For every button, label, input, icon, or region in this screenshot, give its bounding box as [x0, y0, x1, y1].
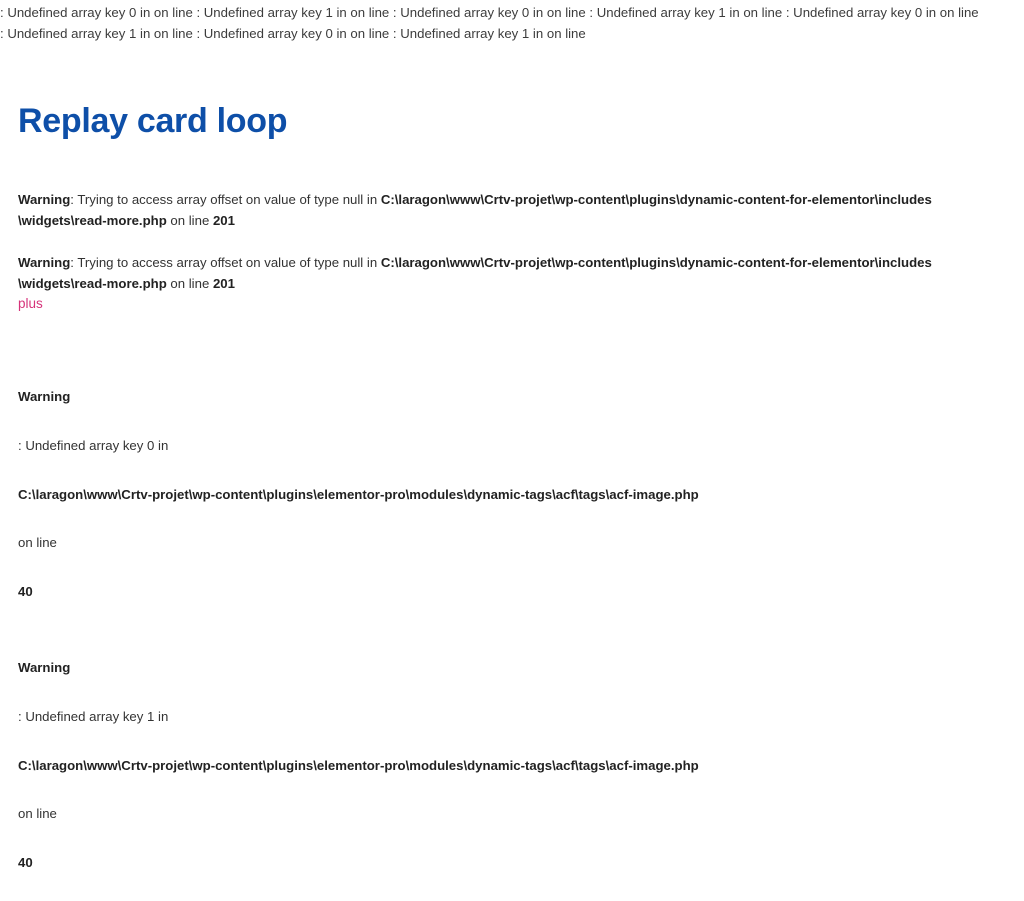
warning-on-line: on line: [18, 535, 57, 550]
php-notice-banner: [0, 2, 1024, 44]
warning-path: C:\laragon\www\Crtv-projet\wp-content\plugins\dynamic-content-for-elementor\includes: [380, 255, 932, 270]
php-warning: [18, 189, 1018, 231]
warning-path: C:\laragon\www\Crtv-projet\wp-content\plugins\dynamic-content-for-elementor\includes: [380, 192, 932, 207]
warning-label: Warning: [18, 660, 71, 675]
warning-line-number: 201: [212, 276, 235, 291]
page-title: Replay card loop: [18, 102, 288, 140]
warning-message: : Undefined array key 0 in: [18, 438, 169, 453]
warning-line-number: 40: [18, 584, 33, 599]
warning-message: : Undefined array key 1 in: [18, 709, 169, 724]
warning-message: : Trying to access array offset on value of type null in: [70, 255, 381, 270]
php-warning: [18, 252, 1018, 294]
warning-label: Warning: [18, 192, 71, 207]
warning-on-line: on line: [18, 806, 57, 821]
notice-line-2: : Undefined array key 1 in on line : Undefined array key 0 in on line : Undefined array key 1 in on line: [0, 26, 586, 41]
read-more-link[interactable]: plus: [18, 296, 43, 311]
warning-path-cont: \widgets\read-more.php: [18, 276, 167, 291]
notice-line-1: : Undefined array key 0 in on line : Undefined array key 1 in on line : Undefined array key 0 in on line : Undefined array key 1 in on line : Undefined array key 0 in on line: [0, 5, 979, 20]
warning-on-line: on line: [166, 213, 213, 228]
warning-on-line: on line: [166, 276, 213, 291]
warning-label: Warning: [18, 389, 71, 404]
warning-path: C:\laragon\www\Crtv-projet\wp-content\plugins\elementor-pro\modules\dynamic-tags\acf\tags\acf-image.php: [18, 758, 699, 773]
warning-line-number: 40: [18, 855, 33, 870]
warning-label: Warning: [18, 255, 71, 270]
warning-message: : Trying to access array offset on value of type null in: [70, 192, 381, 207]
warning-path: C:\laragon\www\Crtv-projet\wp-content\plugins\elementor-pro\modules\dynamic-tags\acf\tags\acf-image.php: [18, 487, 699, 502]
warning-line-number: 201: [212, 213, 235, 228]
warning-path-cont: \widgets\read-more.php: [18, 213, 167, 228]
